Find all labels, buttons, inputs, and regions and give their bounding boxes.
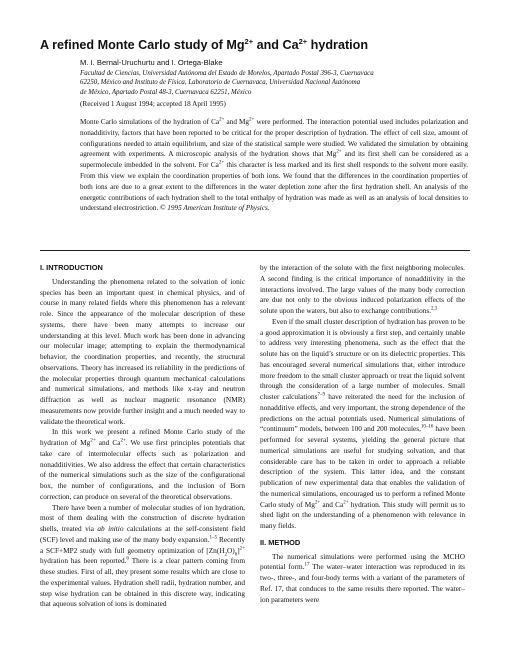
paragraph: The numerical simulations were performed using the MCHO potential form.$^{17}$ The water–water interaction was reproduced in its two-, three-, and four-body terms with a variant of the parameters of Ref. 17, that conduces to the same results there reported. The water–ion parameters were bbox=[260, 551, 465, 604]
method-heading: II. METHOD bbox=[260, 537, 301, 547]
affiliation-line: 62250, México and Instituto de Física, Laboratorio de Cuernavaca, Universidad Nacional Autónoma bbox=[80, 79, 361, 87]
section-divider bbox=[40, 250, 470, 251]
paragraph: In this work we present a refined Monte Carlo study of the hydration of $Mg^{2+}$ and $Ca^{2+}$. We use first principles potentials that take care of intermolecular effects such as polarization and nonadditivities. We also address the effect that certain characteristics of the numerical simulations such as the size of the configurational box, the number of configurations, and the inclusion of Born correction, can produce on several of the theoretical observations. bbox=[40, 427, 245, 501]
affiliation-line: Facultad de Ciencias, Universidad Autónoma del Estado de Morelos, Apartado Postal 396-3, Cuernavaca bbox=[80, 70, 374, 77]
received-dates: (Received 1 August 1994; accepted 18 April 1995) bbox=[80, 100, 226, 108]
paragraph: Even if the small cluster description of hydration has proven to be a good approximation it is obviously a first step, and certainly unable to address very interesting phenomena, such as the effect that the solute has on the liquid’s structure or on its dielectric properties. This has encouraged several numerical simulations that, either introduce more freedom to the small cluster approach or treat the liquid solvent through the consideration of a large number of molecules. Small cluster calculations$^{7-9}$ have reiterated the need for the inclusion of nonadditive effects, and very important, the strong dependence of the predictions on the actual potentials used. Numerical simulations of “continuum” models, between 100 and 200 molecules,$^{10-16}$ have been performed for several systems, yielding the general picture that numerical simulations are useful for studying solvation, and that considerable care has to be taken in order to approach a reliable description of the system. This latter idea, and the constant publication of new experimental data that enables the validation of the numerical simulations, encouraged us to perform a refined Monte Carlo study of $Mg^{2+}$ and $Ca^{2+}$ hydration. This study will permit us to shed light on the understanding of a phenomenon with relevance in many fields. bbox=[260, 316, 466, 530]
author-list: M. I. Bernal-Uruchurtu and I. Ortega-Blake bbox=[80, 58, 223, 67]
introduction-heading: I. INTRODUCTION bbox=[40, 263, 103, 272]
right-column bbox=[260, 263, 465, 605]
affiliation-line: de México, Apartado Postal 48-3, Cuernavaca 62251, México bbox=[80, 88, 252, 96]
paragraph: Understanding the phenomena related to the solvation of ionic species has been an important quest in chemical physics, and of course in many related fields where this phenomenon has a relevant role. Since the appearance of the molecular description of these systems, there have been many attempts to increase our understanding at this level. Much work has been done in advancing our molecular image; attempting to explain the thermodynamical behavior, the coordination properties, and recently, the structural observations. Theory has increased its reliability in the predictions of the molecular properties through quantum mechanical calculations and numerical simulations, and methods like x-ray and neutron diffraction as well as nuclear magnetic resonance (NMR) measurements now provide further insight and a much needed way to validate the theoretical work. bbox=[40, 276, 245, 426]
left-column bbox=[40, 263, 245, 610]
abstract: Monte Carlo simulations of the hydration of $Ca^{2+}$ and $Mg^{2+}$ were performed. The interaction potential used includes polarization and nonadditivity, factors that have been reported to be critical for the proper description of hydration. The effect of cell size, amount of configurations needed to attain equilibrium, and size of the statistical sample were studied. We validated the simulation by obtaining agreement with experiments. A microscopic analysis of the hydration shows that $Mg^{2+}$ and its first shell can be considered as a supermolecule imbedded in the solvent. For $Ca^{2+}$ this character is less marked and its first shell responds to the solvent more easily. From this view we explain the coordination properties of both ions. We found that the differences in the coordination properties of both ions are due to a great extent to the differences in the water depletion zone after the first hydration shell. An analysis of the energetic contributions of each hydration shell to the total enthalpy of hydration was made as well as an analysis of local densities to understand electrostriction. © 1995 American Institute of Physics. bbox=[80, 117, 469, 213]
paragraph: by the interaction of the solute with the first neighboring molecules. A second finding is the critical importance of nonadditivity in the interactions involved. The large values of the many body correction are due not only to the obvious induced polarization effects of the solute upon the waters, but also to exchange contributions.$^{2,3}$ bbox=[260, 263, 465, 315]
affiliation bbox=[80, 69, 472, 97]
paper-title: A refined Monte Carlo study of $Mg^{2+}$ and $Ca^{2+}$ hydration bbox=[40, 36, 369, 52]
paragraph: There have been a number of molecular studies of ion hydration, most of them dealing with the construction of discrete hydration shells, treated via ab initio calculations at the self-consistent field (SCF) level and making use of the many body expansion.$^{1-5}$ Recently a SCF+MP2 study with full geometry optimization of $[Zn(H_2O)_6]^{2+}$ hydration has been reported.$^6$ There is a clear pattern coming from these studies. First of all, they present some results which are close to the experimental values. Hydration shell radii, hydration number, and step wise hydration can be obtained in this discrete way, indicating that aqueous solvation of ions is dominated bbox=[40, 502, 246, 609]
copyright-notice: © 1995 American Institute of Physics. bbox=[158, 204, 270, 213]
